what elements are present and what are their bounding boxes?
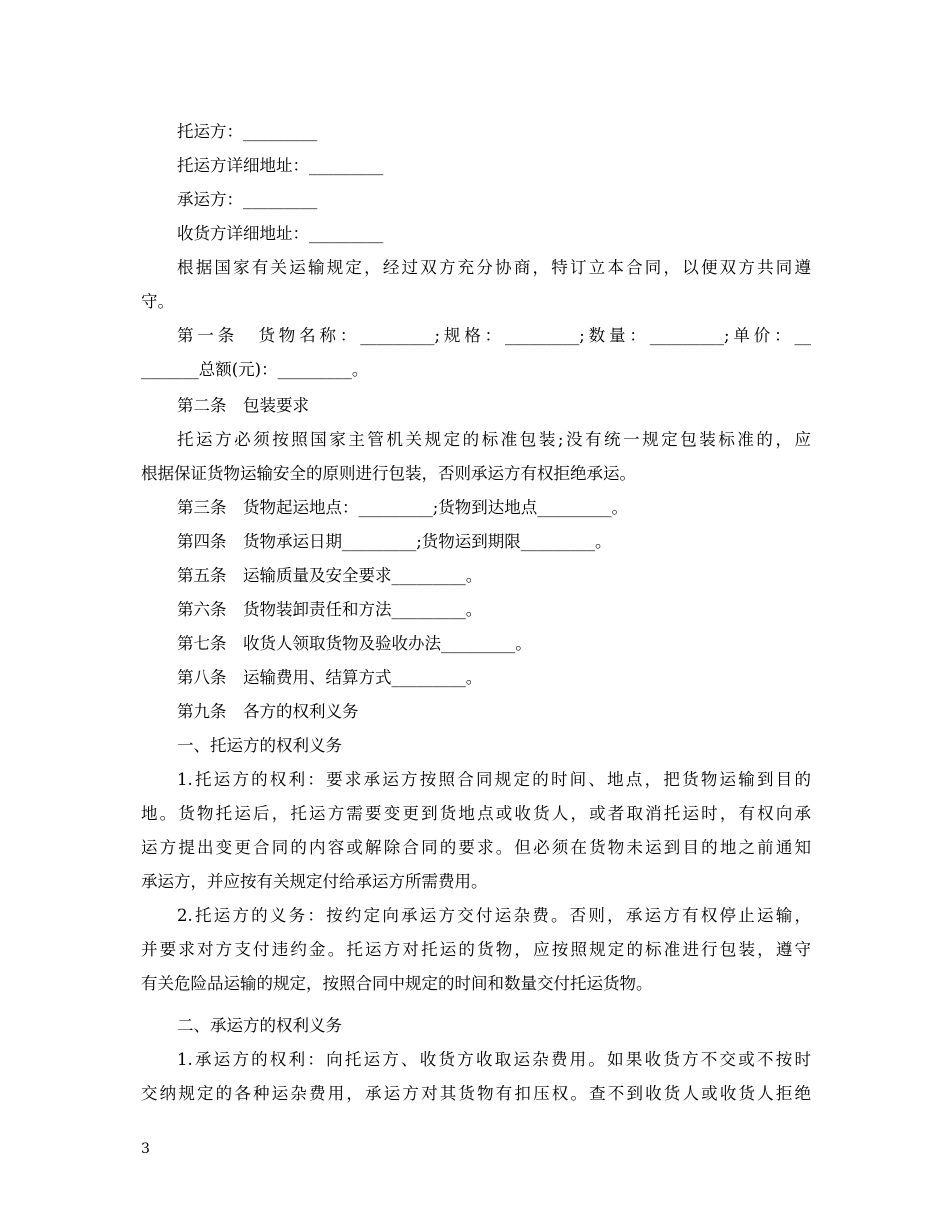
text-line: 第九条 各方的权利义务	[177, 702, 359, 721]
text-line: 地。货物托运后，托运方需要变更到货地点或收货人，或者取消托运时，有权向承	[141, 804, 811, 823]
text-line: 1.承运方的权利：向托运方、收货方收取运杂费用。如果收货方不交或不按时	[177, 1050, 811, 1069]
text-line: 托运方必须按照国家主管机关规定的标准包装;没有统一规定包装标准的，应	[177, 430, 811, 449]
page-number: 3	[141, 1141, 150, 1157]
text-line: 运方提出变更合同的内容或解除合同的要求。但必须在货物未运到目的地之前通知	[141, 838, 811, 857]
text-line: 根据国家有关运输规定，经过双方充分协商，特订立本合同，以便双方共同遵	[177, 258, 811, 277]
text-line: 根据保证货物运输安全的原则进行包装，否则承运方有权拒绝承运。	[141, 464, 636, 483]
text-line: 交纳规定的各种运杂费用，承运方对其货物有扣压权。查不到收货人或收货人拒绝	[141, 1084, 811, 1103]
text-line: 第三条 货物起运地点：_________;货物到达地点_________。	[177, 498, 629, 517]
text-line: 第二条 包装要求	[177, 396, 309, 415]
text-line: 第八条 运输费用、结算方式_________。	[177, 668, 483, 687]
text-line: 守。	[141, 292, 174, 311]
text-line: 2.托运方的义务：按约定向承运方交付运杂费。否则，承运方有权停止运输，	[177, 906, 811, 925]
text-line: 有关危险品运输的规定，按照合同中规定的时间和数量交付托运货物。	[141, 974, 653, 993]
text-line: 托运方详细地址：_________	[177, 156, 384, 175]
text-line: 第四条 货物承运日期_________;货物运到期限_________。	[177, 532, 612, 551]
text-line: 第六条 货物装卸责任和方法_________。	[177, 600, 483, 619]
text-line: 第五条 运输质量及安全要求_________。	[177, 566, 483, 585]
text-line: 二、承运方的权利义务	[177, 1016, 342, 1035]
text-line: 承运方：_________	[177, 190, 318, 209]
text-line: _______总额(元)：_________。	[141, 360, 369, 379]
text-line: 承运方，并应按有关规定付给承运方所需费用。	[141, 872, 488, 891]
text-line: 并要求对方支付违约金。托运方对托运的货物，应按照规定的标准进行包装，遵守	[141, 940, 811, 959]
text-line: 第一条 货物名称：_________;规格：_________;数量：_________;单价：__	[177, 326, 811, 345]
text-line: 托运方：_________	[177, 122, 318, 141]
text-line: 第七条 收货人领取货物及验收办法_________。	[177, 634, 532, 653]
text-line: 收货方详细地址：_________	[177, 224, 384, 243]
text-line: 1.托运方的权利：要求承运方按照合同规定的时间、地点，把货物运输到目的	[177, 770, 811, 789]
text-line: 一、托运方的权利义务	[177, 736, 342, 755]
